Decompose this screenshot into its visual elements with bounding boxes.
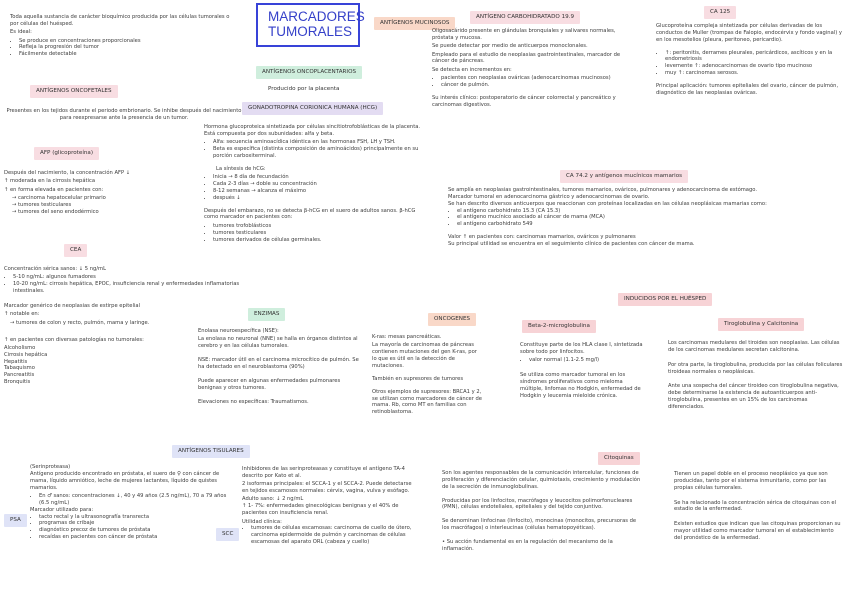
list-item: • recaídas en pacientes con cáncer de próstata (39, 534, 236, 541)
mucinosos-label: ANTÍGENOS MUCINOSOS (374, 17, 455, 30)
list-item: • ↑: peritonitis, derrames pleurales, pericárdicos, ascíticos y en la endometriosis (665, 50, 842, 64)
ca153-label: CA 74.2 y antígenos mucínicos mamarios (560, 170, 688, 183)
list-item: → tumores del seno endodérmico (12, 208, 99, 215)
list-item: • tumores derivados de células germinales. (213, 237, 426, 244)
ca199-label: ANTÍGENO CARBOHIDRATADO 19.9 (470, 11, 580, 24)
list-item: • diagnóstico precoz de tumores de próstata (39, 527, 236, 534)
cea-label: CEA (64, 244, 87, 257)
list-item: • muy ↑: carcinomas serosos. (665, 70, 842, 77)
list-item: • Alfa: secuencia aminoacídica idéntica en las hormonas FSH, LH y TSH. (213, 139, 426, 146)
list-item: Tabaquismo (4, 365, 35, 372)
list-item: • el antígeno mucínico asociado al cáncer de mama (MCA) (457, 214, 842, 221)
enzimas-block: Enolasa neuroespecífica (NSE): La enolasa no neuronal (NNE) se halla en órganos distintos al cerebro y en las células tumorales. NSE: marcador útil en el carcinoma microcítico de pulmón. Se ha detectado en el neuroblastoma (90%) Puede aparecer en algunas enfermedades pulmonares benignas y otros tumores. Elevaciones no específicas: Traumatismos. (198, 328, 359, 405)
ca125-block: Glucoproteína compleja sintetizada por células derivadas de los conductos de Muller (trompas de Falopio, endocérvix y fondo vaginal) y en los mesotelios (pleura, peritoneo, pericardio). • ↑: peritonitis, derrames pleurales, pericárdicos, ascíticos y en la endometriosis • levemente ↑: adenocarcinomas de ovario tipo mucinoso • muy ↑: carcinomas serosos. Principal aplicación: tumores epiteliales del ovario, cáncer de pulmón, diagnóstico de las neoplasias ováricas. (656, 23, 842, 98)
list-item: → carcinoma hepatocelular primario (12, 195, 106, 202)
citoquinas-block: Son los agentes responsables de la comunicación intercelular, funciones de proliferación y diferenciación celular, quimiotaxis, crecimiento y modulación de la secreción de inmunoglobulinas. Producidas por los linfocitos, macrófagos y leucocitos polimorfonucleares (PMN), células endoteliales, epiteliales y del tejido conjuntivo. Se denominan linfocinas (linfocito), monocinas (monocitos, precursoras de los macrófagos) o interleucinas (células hematopoyéticas). • Su acción fundamental es en la regulación del mecanismo de la inflamación. (442, 470, 641, 552)
list-item: • Beta es específica (distinta composición de aminoácidos) principalmente en su porción carboxiterminal. (213, 146, 426, 160)
list-item: • Cada 2-3 días → doble su concentración (213, 181, 426, 188)
list-item: • 10-20 ng/mL: cirrosis hepática, EPOC, insuficiencia renal y enfermedades inflamatorias intestinales. (13, 281, 240, 295)
tisulares-label: ANTÍGENOS TISULARES (172, 445, 250, 458)
list-item: • el antígeno carbohidrato 15.3 (CA 15.3) (457, 208, 842, 215)
hcg-block: Hormona glucoproteica sintetizada por células sincitiotrofoblásticas de la placenta. Está compuesta por dos subunidades: alfa y beta. • Alfa: secuencia aminoacídica idéntica en las hormonas FSH, LH y TSH. • Beta es específica (distinta composición de aminoácidos) principalmente en su porción carboxiterminal. La síntesis de hCG: • Inicia → 8 día de fecundación • Cada 2-3 días → doble su concentración • 8-12 semanas → alcanza el máximo • después ↓ Después del embarazo, no se detecta β-hCG en el suero de adultos sanos. β-hCG como marcador en pacientes con: • tumores trofoblásticos • tumores testiculares • tumores derivados de células germinales. (204, 124, 426, 243)
oncoplacentarios-sub: Producido por la placenta (268, 86, 340, 92)
list-item: • Fácilmente detectable (19, 51, 238, 58)
list-item: • En ♂ sanos: concentraciones ↓, 40 y 49 años (2.5 ng/mL), 70 a 79 años (6.5 ng/mL) (39, 493, 236, 507)
citoquinas-label: Citoquinas (598, 452, 640, 465)
list-item: • Inicia → 8 día de fecundación (213, 174, 426, 181)
list-item: • tacto rectal y la ultrasonografía transrecta (39, 514, 236, 521)
enzimas-label: ENZIMAS (248, 308, 285, 321)
cea-block: Concentración sérica sanos: ↓ 5 ng/mL • 5-10 ng/mL: algunos fumadores • 10-20 ng/mL: cirrosis hepática, EPOC, insuficiencia renal y enfermedades inflamatorias intestinales. Marcador genérico de neoplasias de estirpe epitelial ↑ notable en: → tumores de colon y recto, pulmón, mama y laringe. ↑ en pacientes con diversas patologías no tumorales: Alcoholismo Cirrosis hepática Hepatitis Tabaquismo Pancreatitis Bronquitis (4, 266, 240, 386)
list-item: • levemente ↑: adenocarcinomas de ovario tipo mucinoso (665, 63, 842, 70)
intro-block: Toda aquella sustancia de carácter bioquímico producida por las células tumorales o por células del huésped. Es ideal: • Se produce en concentraciones proporcionales • Refleja la progresión del tumor • Fácilmente detectable (10, 14, 238, 58)
list-item: → tumores testiculares (12, 201, 72, 208)
afp-label: AFP (glicoproteína) (34, 147, 99, 160)
list-item: Pancreatitis (4, 372, 35, 379)
list-item: • después ↓ (213, 195, 426, 202)
list-item: • 5-10 ng/mL: algunos fumadores (13, 274, 240, 281)
list-item: Bronquitis (4, 379, 31, 386)
tiro-label: Tiroglobulina y Calcitonina (718, 318, 804, 331)
b2m-label: Beta-2-microglobulina (522, 320, 596, 333)
list-item: Cirrosis hepática (4, 351, 48, 358)
list-item: Hepatitis (4, 358, 28, 365)
list-item: • Se produce en concentraciones proporcionales (19, 38, 238, 45)
tiro-block: Los carcinomas medulares del tiroides son neoplasias. Las células de los carcinomas medulares secretan calcitonina. Por otra parte, la tiroglobulina, producida por las células foliculares tiroideas normales o neoplásicas. Ante una sospecha del cáncer tiroideo con tiroglobulina negativa, debe determinarse la existencia de autoanticuerpos anti-tiroglobulina, presentes en un 15% de los carcinomas diferenciados. (668, 340, 843, 411)
scc-block: Inhibidores de las serinproteasas y constituye el antígeno TA-4 descrito por Kato et al. 2 isoformas principales: el SCCA-1 y el SCCA-2. Puede detectarse en tejidos escamosos normales: cérvix, vagina, vulva y esófago. Adulto sano: ↓ 2 ng/mL ↑ 1- 7%: enfermedades ginecológicas benignas y el 40% de pacientes con insuficiencia renal. Utilidad clínica: • tumores de células escamosas: carcinoma de cuello de útero, carcinoma epidermoide de pulmón y carcinomas de células escamosas del aparato ORL (cabeza y cuello) (242, 466, 418, 546)
list-item: Alcoholismo (4, 344, 36, 351)
list-item: • tumores testiculares (213, 230, 426, 237)
ca199-block: Oligosacárido presente en glándulas bronquiales y salivares normales, próstata y mucosa. Se puede detectar por medio de anticuerpos monoclonales. Empleado para el estudio de neoplasias gastrointestinales, marcador de cáncer de páncreas. Se detecta en incrementos en: • pacientes con neoplasias ováricas (adenocarcinomas mucinosos) • cáncer de pulmón. Su interés clínico: postoperatorio de cáncer colorrectal y pancreático y carcinomas digestivos. (432, 28, 622, 110)
psa-tag: PSA (4, 514, 27, 527)
ca125-label: CA 125 (704, 6, 736, 19)
huesped-label: INDUCIDOS POR EL HUÉSPED (618, 293, 712, 306)
oncogenes-block: K-ras: mesas pancreáticas. La mayoría de carcinomas de páncreas contienen mutaciones del gen K-ras, por lo que es útil en la detección de mutaciones. También en supresores de tumores Otros ejemplos de supresores: BRCA1 y 2, se utilizan como marcadores de cáncer de mama. Rb, como MT en familias con retinoblastoma. (372, 334, 483, 416)
oncofetales-text: Presentes en los tejidos durante el periodo embrionario. Se inhibe después del nacimiento para reexpresarse ante la presencia de un tumor. (6, 108, 242, 121)
ca153-block: Se amplía en neoplasias gastrointestinales, tumores mamarios, ováricos, pulmonares y adenocarcinoma de estómago. Marcador tumoral en adenocarcinoma gástrico y adenocarcinomas de ovario. Se han descrito diversos anticuerpos que reaccionan con proteínas localizadas en las células neoplásicas mamarias como: • el antígeno carbohidrato 15.3 (CA 15.3) • el antígeno mucínico asociado al cáncer de mama (MCA) • el antígeno carbohidrato 549 Valor ↑ en pacientes con: carcinomas mamarios, ováricos y pulmonares Su principal utilidad se encuentra en el seguimiento clínico de pacientes con cáncer de mama. (448, 187, 842, 248)
list-item: • el antígeno carbohidrato 549 (457, 221, 842, 228)
page-title: MARCADORES TUMORALES (256, 3, 360, 47)
list-item: • 8-12 semanas → alcanza el máximo (213, 188, 426, 195)
list-item: • tumores de células escamosas: carcinoma de cuello de útero, carcinoma epidermoide de pulmón y carcinomas de células escamosas del aparato ORL (cabeza y cuello) (251, 525, 418, 546)
list-item: • cáncer de pulmón. (441, 82, 622, 89)
list-item: • tumores trofoblásticos (213, 223, 426, 230)
afp-block: Después del nacimiento, la concentración AFP ↓ ↑ moderada en la cirrosis hepática ↑ en forma elevada en pacientes con: → carcinoma hepatocelular primario → tumores testiculares → tumores del seno endodérmico (4, 170, 242, 216)
oncofetales-label: ANTÍGENOS ONCOFETALES (30, 85, 118, 98)
oncoplacentarios-label: ANTÍGENOS ONCOPLACENTARIOS (256, 66, 362, 79)
citoquinas-right: Tienen un papel doble en el proceso neoplásico ya que son producidas, tanto por el sistema inmunitario, como por las propias células tumorales. Se ha relacionado la concentración sérica de citoquinas con el estadio de la enfermedad. Existen estudios que indican que las citoquinas proporcionan su mayor utilidad como marcador tumoral en el establecimiento del pronóstico de la enfermedad. (674, 471, 841, 542)
list-item: • valor normal (1.1-2.5 mg/l) (529, 357, 646, 364)
scc-tag: SCC (216, 528, 239, 541)
hcg-label: GONADOTROPINA CORIONICA HUMANA (HCG) (242, 102, 383, 115)
list-item: • pacientes con neoplasias ováricas (adenocarcinomas mucinosos) (441, 75, 622, 82)
list-item: • Refleja la progresión del tumor (19, 44, 238, 51)
b2m-block: Constituye parte de los HLA clase I, sintetizada sobre todo por linfocitos. • valor normal (1.1-2.5 mg/l) Se utiliza como marcador tumoral en los síndromes proliferativos como mieloma múltiple, linfomas no Hodgkin, enfermedad de Hodgkin y leucemia mieloide crónica. (520, 342, 646, 401)
psa-block: (Serinproteasa) Antígeno producido encontrado en próstata, el suero de ♀ con cáncer de mama, líquido amniótico, leche de mujeres lactantes, líquido de quistes mamarios. • En ♂ sanos: concentraciones ↓, 40 y 49 años (2.5 ng/mL), 70 a 79 años (6.5 ng/mL) Marcador utilizado para: • tacto rectal y la ultrasonografía transrecta • programas de cribaje • diagnóstico precoz de tumores de próstata • recaídas en pacientes con cáncer de próstata (30, 464, 236, 541)
list-item: • programas de cribaje (39, 520, 236, 527)
oncogenes-label: ONCOGENES (428, 313, 476, 326)
